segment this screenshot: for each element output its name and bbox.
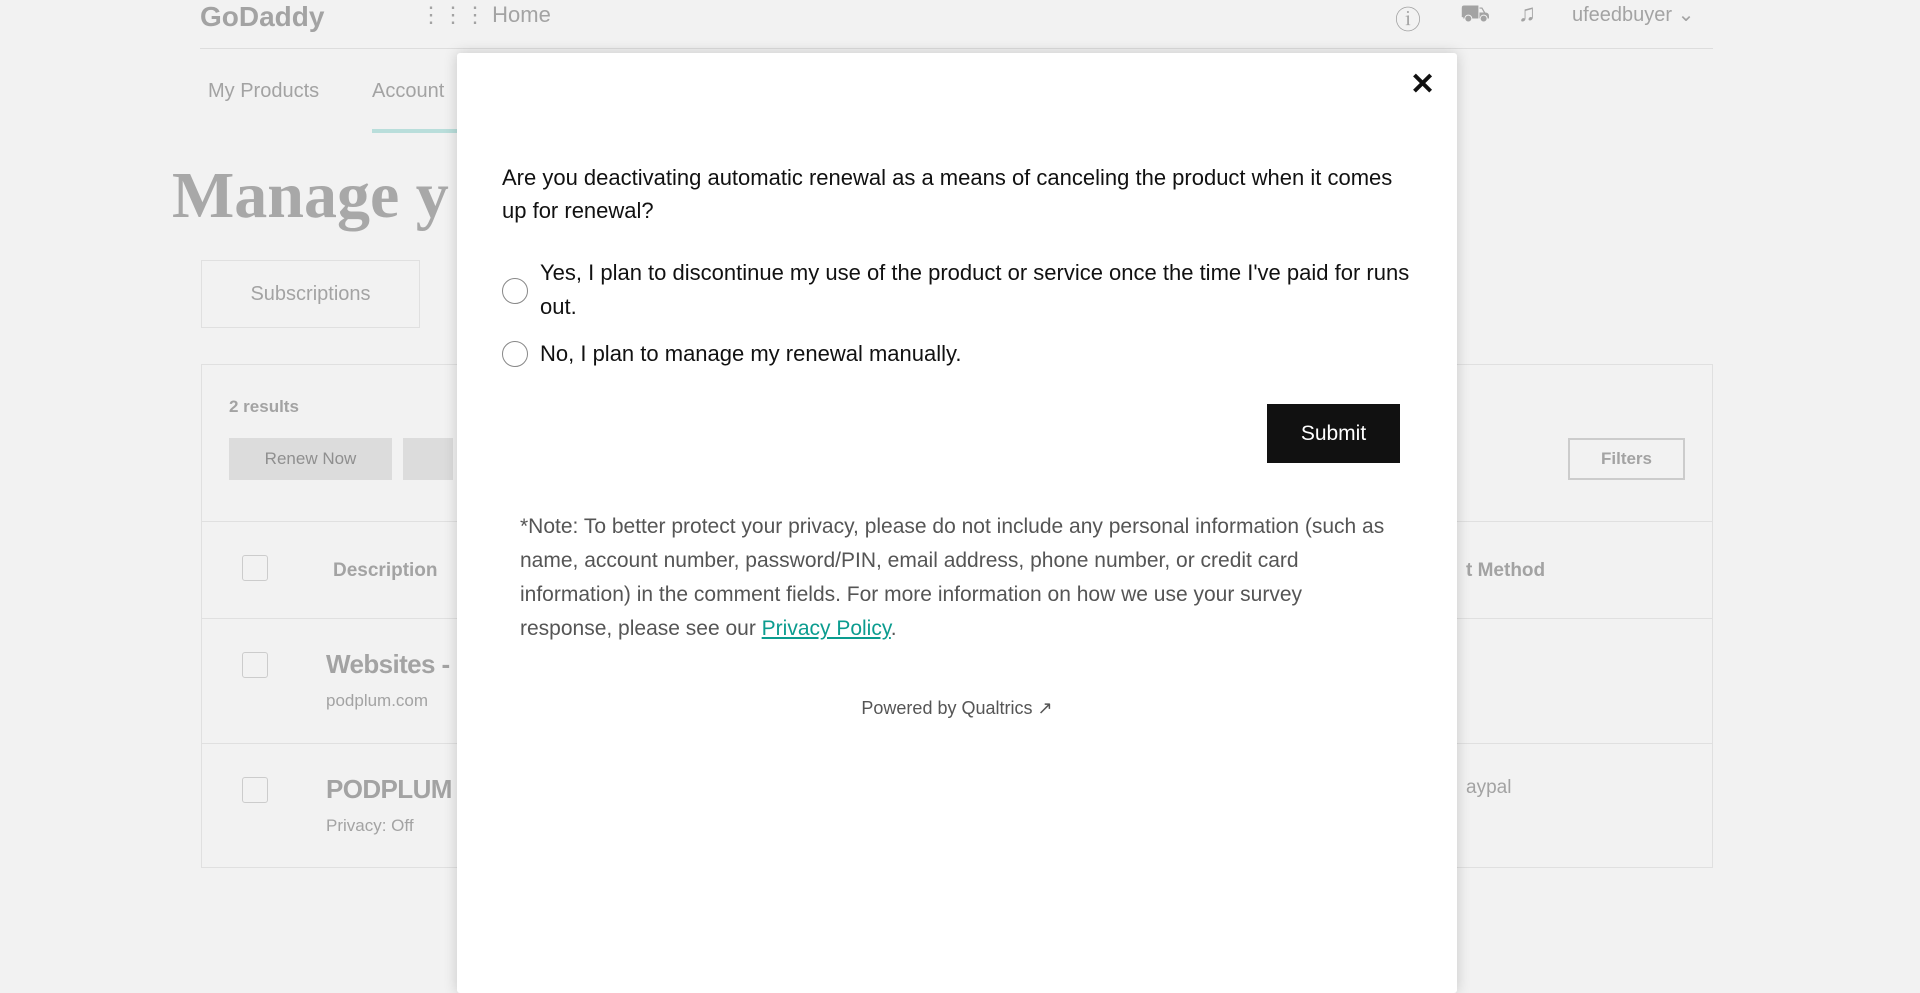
- tab-my-products[interactable]: My Products: [208, 80, 320, 102]
- survey-question: Are you deactivating automatic renewal as a means of canceling the product when it comes up for renewal?: [502, 165, 1393, 223]
- row-checkbox[interactable]: [242, 777, 268, 803]
- close-icon: ✕: [1410, 68, 1436, 101]
- survey-modal: [457, 53, 1457, 993]
- renew-now-button[interactable]: Renew Now: [229, 438, 392, 480]
- select-all-checkbox[interactable]: [242, 555, 268, 581]
- row-subtitle: podplum.com: [326, 691, 429, 710]
- row-checkbox[interactable]: [242, 652, 268, 678]
- bell-icon[interactable]: ♫: [1518, 0, 1536, 27]
- column-payment-method: t Method: [1466, 560, 1546, 581]
- privacy-policy-link[interactable]: Privacy Policy: [761, 617, 891, 640]
- page-title: Manage y: [172, 159, 449, 232]
- tab-underline: [372, 129, 457, 133]
- tab-account[interactable]: Account: [372, 80, 445, 102]
- header-divider: [200, 48, 1713, 49]
- apps-grid-icon: ⋮⋮⋮: [420, 2, 493, 27]
- row-title: PODPLUM: [326, 774, 452, 804]
- results-count: 2 results: [229, 397, 299, 416]
- option-yes-label[interactable]: Yes, I plan to discontinue my use of the product or service once the time I've paid for runs out.: [540, 260, 1410, 319]
- row-title: Websites -: [326, 649, 450, 679]
- column-description: Description: [333, 560, 438, 581]
- option-no-radio[interactable]: [502, 341, 528, 367]
- subscriptions-tab[interactable]: Subscriptions: [201, 260, 420, 328]
- secondary-action-button[interactable]: [403, 438, 453, 480]
- external-link-icon: ↗: [1037, 698, 1053, 718]
- help-icon[interactable]: ⓘ: [1395, 5, 1422, 35]
- cart-icon[interactable]: ⛟: [1460, 0, 1491, 27]
- powered-by-qualtrics-link[interactable]: Powered by Qualtrics ↗: [861, 698, 1053, 718]
- godaddy-logo: GoDaddy: [200, 1, 325, 32]
- option-no-label[interactable]: No, I plan to manage my renewal manually.: [540, 341, 962, 366]
- option-yes-radio[interactable]: [502, 278, 528, 304]
- home-link[interactable]: ⋮⋮⋮ Home: [420, 2, 551, 27]
- row-payment: aypal: [1466, 777, 1512, 798]
- user-menu[interactable]: ufeedbuyer ⌄: [1572, 4, 1695, 26]
- close-button[interactable]: [1410, 67, 1435, 102]
- privacy-note: *Note: To better protect your privacy, please do not include any personal information (such as name, account number, password/PIN, email address, phone number, or credit card information) in the comment fields. For more information on how we use your survey response, please see our Privacy Policy.: [520, 515, 1385, 640]
- submit-button[interactable]: Submit: [1267, 404, 1400, 463]
- filters-button[interactable]: Filters: [1568, 438, 1685, 480]
- row-subtitle: Privacy: Off: [326, 816, 414, 835]
